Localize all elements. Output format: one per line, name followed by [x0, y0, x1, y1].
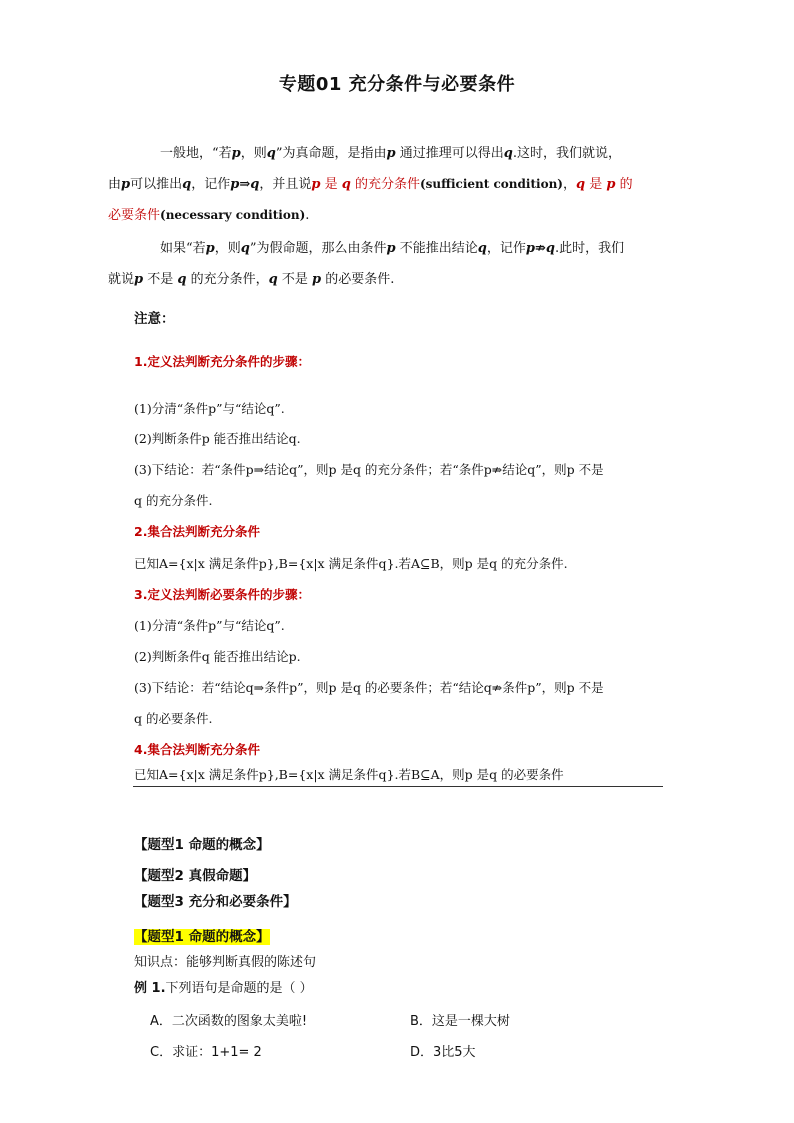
var-q: q — [503, 146, 513, 161]
note-label: 注意： — [134, 311, 175, 327]
text-run: 就说 — [108, 272, 135, 287]
section-4-text: 已知A={x|x 满足条件p},B={x|x 满足条件q}.若B⊆A，则p 是q 的必要条件 — [134, 767, 564, 782]
necessary-condition-english: (necessary condition) — [160, 208, 306, 222]
var-q: q — [477, 241, 487, 256]
divider — [133, 786, 663, 787]
text-run: 是 — [324, 177, 338, 192]
var-p: p — [134, 272, 144, 287]
sufficient-condition-english: (sufficient condition) — [419, 177, 563, 191]
var-q: q — [240, 241, 250, 256]
section-2-text: 已知A={x|x 满足条件p},B={x|x 满足条件q}.若A⊆B，则p 是q 的充分条件. — [134, 556, 568, 571]
var-p: p — [606, 177, 616, 192]
var-p: p — [231, 146, 241, 161]
false-proposition-paragraph — [108, 233, 664, 295]
section-1-step-1: (1)分清“条件p”与“结论q”. — [134, 401, 285, 416]
sufficient-condition-term: 的充分条件 — [354, 177, 420, 192]
section-1-step-2: (2)判断条件p 能否推出结论q. — [134, 431, 301, 446]
choice-d: D．3比5大 — [410, 1045, 476, 1060]
section-3-title: 3.定义法判断必要条件的步骤： — [134, 587, 310, 602]
type-1-heading — [134, 925, 270, 945]
var-q: q — [182, 177, 192, 192]
var-q: q — [268, 272, 278, 287]
non-implication-symbol: p⇏q — [525, 241, 555, 256]
knowledge-point: 知识点：能够判断真假的陈述句 — [134, 955, 317, 970]
section-3-step-2: (2)判断条件q 能否推出结论p. — [134, 649, 301, 664]
text-run: 的充分条件， — [190, 272, 269, 287]
var-p: p — [312, 272, 322, 287]
text-run: 一般地，“若 — [160, 146, 232, 161]
text-run: ，则 — [240, 146, 267, 161]
text-run: .这时，我们就说， — [512, 146, 621, 161]
text-run: 的 — [619, 177, 633, 192]
var-p: p — [205, 241, 215, 256]
choice-a: A．二次函数的图象太美啦! — [150, 1014, 308, 1029]
text-run: ，并且说 — [259, 177, 312, 192]
text-run: 可以推出 — [130, 177, 183, 192]
var-q: q — [177, 272, 187, 287]
var-q: q — [341, 177, 351, 192]
section-1-step-3: (3)下结论：若“条件p⇒结论q”，则p 是q 的充分条件；若“条件p⇏结论q”，则p 不是 — [134, 462, 604, 477]
text-run: .此时，我们 — [554, 241, 625, 256]
section-3-step-3: (3)下结论：若“结论q⇒条件p”，则p 是q 的必要条件；若“结论q⇏条件p”，则p 不是 — [134, 680, 604, 695]
type-list-item-3: 【题型3 充分和必要条件】 — [134, 894, 297, 910]
section-1-title: 1.定义法判断充分条件的步骤： — [134, 354, 310, 369]
text-run: 不是 — [147, 272, 174, 287]
section-3-step-1: (1)分清“条件p”与“结论q”. — [134, 618, 285, 633]
choice-c: C．求证：1+1= 2 — [150, 1045, 262, 1060]
text-run: 由 — [108, 177, 122, 192]
text-run: 如果“若 — [160, 241, 206, 256]
text-run: . — [305, 208, 310, 223]
text-run: 通过推理可以得出 — [399, 146, 504, 161]
highlighted-heading: 【题型1 命题的概念】 — [134, 929, 270, 945]
var-p: p — [386, 146, 396, 161]
necessary-condition-term: 必要条件 — [108, 208, 161, 223]
var-p: p — [386, 241, 396, 256]
var-p: p — [121, 177, 131, 192]
text-run: ， — [562, 177, 576, 192]
section-1-step-3-cont: q 的充分条件. — [134, 493, 213, 508]
type-list-item-2: 【题型2 真假命题】 — [134, 868, 257, 884]
example-1 — [134, 977, 313, 996]
var-q: q — [266, 146, 276, 161]
type-list-item-1: 【题型1 命题的概念】 — [134, 837, 270, 853]
var-p: p — [311, 177, 321, 192]
text-run: ，则 — [214, 241, 241, 256]
section-2-title: 2.集合法判断充分条件 — [134, 524, 260, 539]
var-q: q — [576, 177, 586, 192]
example-label: 例 1. — [134, 981, 166, 996]
definition-paragraph — [108, 138, 664, 231]
implication-symbol: p⇒q — [230, 177, 260, 192]
section-3-step-3-cont: q 的必要条件. — [134, 711, 213, 726]
choice-b: B．这是一棵大树 — [410, 1014, 510, 1029]
text-run: 不能推出结论 — [399, 241, 478, 256]
text-run: 的必要条件. — [325, 272, 395, 287]
example-question: 下列语句是命题的是（ ） — [165, 981, 313, 996]
section-4-title: 4.集合法判断充分条件 — [134, 742, 260, 757]
text-run: 不是 — [281, 272, 308, 287]
text-run: ”为真命题，是指由 — [275, 146, 387, 161]
text-run: ”为假命题，那么由条件 — [249, 241, 387, 256]
text-run: ，记作 — [486, 241, 526, 256]
text-run: 是 — [589, 177, 603, 192]
page-title: 专题01 充分条件与必要条件 — [278, 74, 516, 95]
text-run: ，记作 — [191, 177, 231, 192]
